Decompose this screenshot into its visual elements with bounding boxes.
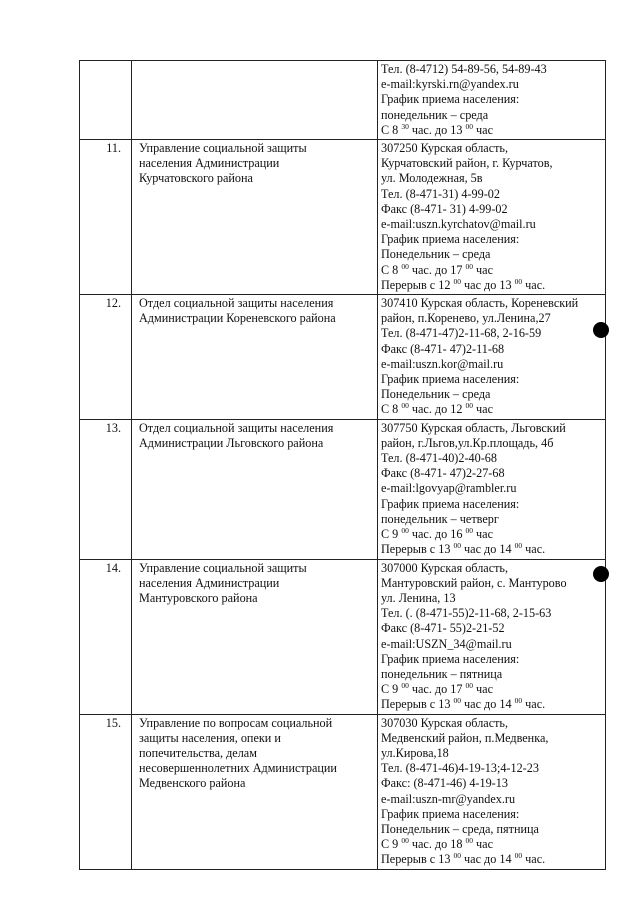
contact-info-line: 307750 Курская область, Льговский [381, 420, 566, 435]
organization-name-line: Управление по вопросам социальной [139, 715, 333, 730]
contact-info-line [381, 278, 602, 293]
time-text: час [473, 402, 493, 417]
contact-info-line: e-mail:uszn-mr@yandex.ru [381, 791, 516, 806]
contact-info-line: График приема населения: [381, 806, 520, 821]
contact-info-line: Тел. (8-4712) 54-89-56, 54-89-43 [381, 62, 547, 76]
time-text: час до 14 [461, 852, 515, 867]
organization-name [132, 714, 378, 869]
time-minutes-superscript: 00 [401, 261, 409, 271]
contact-info-line: e-mail:lgovyap@rambler.ru [381, 481, 517, 496]
contact-info-line [381, 542, 602, 557]
time-text: час до 13 [461, 277, 515, 292]
time-minutes-superscript: 00 [465, 261, 473, 271]
time-minutes-superscript: 00 [453, 276, 461, 286]
organization-name-line: защиты населения, опеки и [139, 730, 281, 745]
contacts-table [79, 60, 606, 870]
contacts-table-body [80, 61, 606, 870]
contact-info-line: понедельник – пятница [381, 666, 503, 681]
time-minutes-superscript: 00 [514, 851, 523, 861]
time-text: С 9 [381, 682, 402, 697]
contact-info-line: e-mail:uszn.kor@mail.ru [381, 356, 504, 371]
contact-info-line [381, 123, 602, 138]
time-text: час [473, 837, 493, 852]
time-minutes-superscript: 00 [465, 526, 473, 536]
time-minutes-superscript: 30 [401, 121, 409, 131]
organization-name-line: попечительства, делам [139, 745, 257, 760]
organization-name [132, 140, 378, 295]
contact-info-line: понедельник – четверг [381, 511, 499, 526]
time-text: час [473, 682, 493, 697]
contact-info-line: e-mail:kyrski.rn@yandex.ru [381, 77, 519, 92]
time-text: час. [522, 697, 546, 712]
table-row [80, 140, 606, 295]
contact-info-line: Тел. (8-471-40)2-40-68 [381, 451, 497, 466]
organization-name-line: Управление социальной защиты [139, 560, 307, 575]
organization-name [132, 559, 378, 714]
time-text: час. до 12 [408, 402, 466, 417]
time-text: час [473, 262, 493, 277]
contact-info-line [381, 852, 602, 867]
contact-info [378, 714, 606, 869]
time-text: час. до 17 [408, 262, 466, 277]
time-minutes-superscript: 00 [514, 696, 523, 706]
contact-info-line: Тел. (. (8-471-55)2-11-68, 2-15-63 [381, 606, 552, 621]
organization-name [132, 295, 378, 420]
table-row [80, 714, 606, 869]
time-text: час. [522, 542, 546, 557]
contact-info-line: График приема населения: [381, 496, 520, 511]
time-minutes-superscript: 00 [465, 681, 473, 691]
time-text: час [473, 122, 493, 137]
time-text: час. до 18 [408, 837, 466, 852]
row-number: 11. [80, 140, 132, 295]
row-number [80, 61, 132, 140]
table-row [80, 419, 606, 559]
contact-info-line: Понедельник – среда [381, 387, 491, 402]
organization-name-line: населения Администрации [139, 156, 280, 171]
time-minutes-superscript: 00 [465, 121, 473, 131]
contact-info-line: График приема населения: [381, 372, 520, 387]
contact-info-line: e-mail:USZN_34@mail.ru [381, 636, 512, 651]
time-text: час. [522, 852, 546, 867]
contact-info-line [381, 837, 602, 852]
contact-info-line: 307000 Курская область, [381, 560, 509, 575]
time-text: час [473, 527, 493, 542]
time-text: час до 14 [461, 542, 515, 557]
organization-name-line: Администрации Кореневского района [139, 311, 336, 326]
contact-info-line: Факс (8-471- 31) 4-99-02 [381, 201, 508, 216]
contact-info-line: Курчатовский район, г. Курчатов, [381, 156, 553, 171]
time-minutes-superscript: 00 [401, 681, 409, 691]
contact-info-line: e-mail:uszn.kyrchatov@mail.ru [381, 217, 536, 232]
contact-info-line: район, п.Коренево, ул.Ленина,27 [381, 311, 551, 326]
time-text: С 8 [381, 122, 402, 137]
organization-name-line: Администрации Льговского района [139, 435, 324, 450]
row-number: 15. [80, 714, 132, 869]
contact-info-line: Факс: (8-471-46) 4-19-13 [381, 776, 508, 791]
contact-info-line: 307030 Курская область, [381, 715, 509, 730]
contact-info-line: Мантуровский район, с. Мантурово [381, 575, 567, 590]
time-text: час. [522, 277, 546, 292]
time-text: С 9 [381, 527, 402, 542]
time-minutes-superscript: 00 [401, 526, 409, 536]
contact-info-line: График приема населения: [381, 651, 520, 666]
contact-info [378, 140, 606, 295]
time-text: С 8 [381, 262, 402, 277]
organization-name [132, 61, 378, 140]
time-minutes-superscript: 00 [401, 401, 409, 411]
contact-info-line [381, 263, 602, 278]
table-row [80, 559, 606, 714]
contact-info [378, 295, 606, 420]
time-minutes-superscript: 00 [401, 836, 409, 846]
time-text: Перерыв с 13 [381, 852, 454, 867]
punch-hole-mark [593, 322, 609, 338]
time-text: час. до 17 [408, 682, 466, 697]
time-minutes-superscript: 00 [514, 541, 523, 551]
contact-info-line: Понедельник – среда, пятница [381, 821, 539, 836]
time-text: час до 14 [461, 697, 515, 712]
organization-name-line: Медвенского района [139, 776, 246, 791]
time-minutes-superscript: 00 [453, 851, 461, 861]
table-row [80, 61, 606, 140]
row-number: 14. [80, 559, 132, 714]
time-text: час. до 13 [408, 122, 466, 137]
row-number: 13. [80, 419, 132, 559]
contact-info-line: Понедельник – среда [381, 247, 491, 262]
table-row [80, 295, 606, 420]
contact-info [378, 419, 606, 559]
time-text: час. до 16 [408, 527, 466, 542]
organization-name-line: Отдел социальной защиты населения [139, 296, 334, 311]
time-text: С 8 [381, 402, 402, 417]
contact-info-line: Тел. (8-471-46)4-19-13;4-12-23 [381, 761, 539, 776]
contact-info-line: Факс (8-471- 55)2-21-52 [381, 621, 505, 636]
time-minutes-superscript: 00 [465, 401, 473, 411]
contact-info-line: район, г.Льгов,ул.Кр.площадь, 4б [381, 435, 554, 450]
time-text: Перерыв с 13 [381, 697, 454, 712]
time-minutes-superscript: 00 [453, 696, 461, 706]
contact-info-line [381, 402, 602, 417]
contact-info [378, 61, 606, 140]
time-text: Перерыв с 13 [381, 542, 454, 557]
contact-info-line: ул. Молодежная, 5в [381, 171, 483, 186]
contact-info [378, 559, 606, 714]
organization-name-line: населения Администрации [139, 575, 280, 590]
organization-name-line: Отдел социальной защиты населения [139, 420, 334, 435]
time-minutes-superscript: 00 [453, 541, 461, 551]
contact-info-line: ул.Кирова,18 [381, 745, 449, 760]
contact-info-line [381, 697, 602, 712]
contact-info-line: 307410 Курская область, Кореневский [381, 296, 579, 311]
row-number: 12. [80, 295, 132, 420]
time-text: С 9 [381, 837, 402, 852]
contact-info-line: ул. Ленина, 13 [381, 590, 456, 605]
contact-info-line: Тел. (8-471-47)2-11-68, 2-16-59 [381, 326, 542, 341]
contact-info-line: Факс (8-471- 47)2-11-68 [381, 341, 505, 356]
organization-name-line: Курчатовского района [139, 171, 253, 186]
contact-info-line: Факс (8-471- 47)2-27-68 [381, 466, 505, 481]
time-minutes-superscript: 00 [465, 836, 473, 846]
punch-hole-mark [593, 566, 609, 582]
contact-info-line [381, 682, 602, 697]
organization-name-line: Управление социальной защиты [139, 141, 307, 156]
contact-info-line: График приема населения: [381, 232, 520, 247]
contact-info-line: Тел. (8-471-31) 4-99-02 [381, 186, 500, 201]
contact-info-line: График приема населения: [381, 92, 520, 107]
time-text: Перерыв с 12 [381, 277, 454, 292]
contact-info-line: 307250 Курская область, [381, 141, 509, 156]
contact-info-line: понедельник – среда [381, 107, 489, 122]
organization-name-line: Мантуровского района [139, 590, 258, 605]
contact-info-line: Медвенский район, п.Медвенка, [381, 730, 549, 745]
time-minutes-superscript: 00 [514, 276, 523, 286]
organization-name [132, 419, 378, 559]
organization-name-line: несовершеннолетних Администрации [139, 761, 337, 776]
contact-info-line [381, 527, 602, 542]
